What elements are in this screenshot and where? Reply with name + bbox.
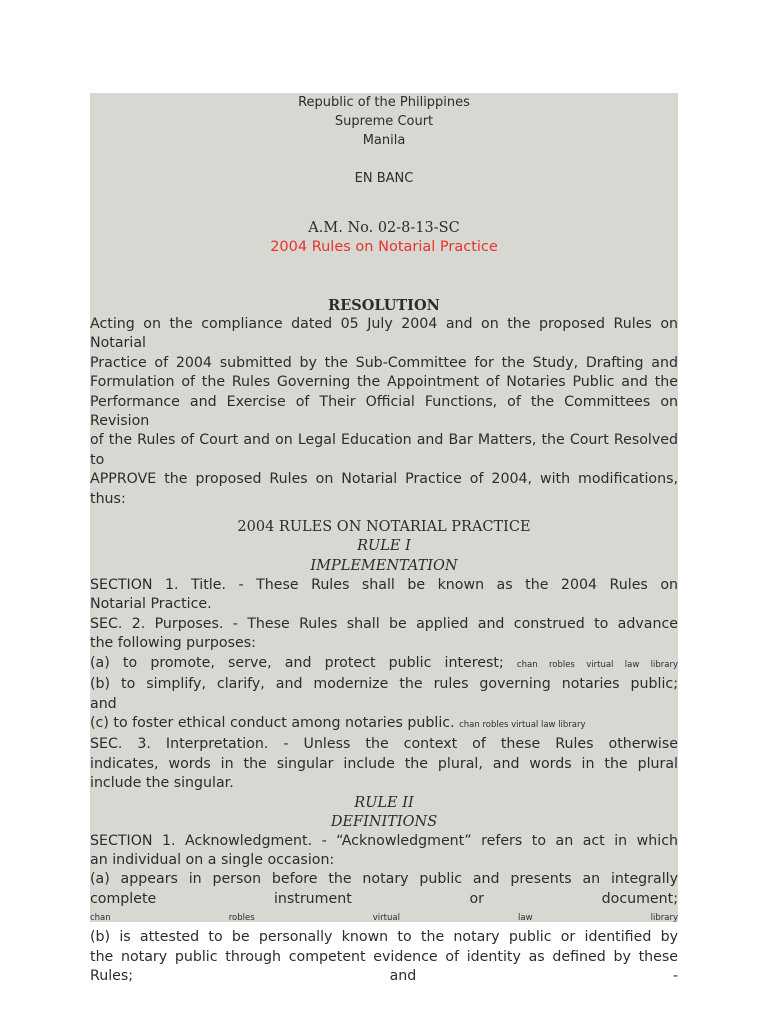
rule-2-title: DEFINITIONS bbox=[330, 813, 438, 830]
purpose-a-text: (a) to promote, serve, and protect public interest; bbox=[90, 654, 504, 671]
section-1-line: Notarial Practice. bbox=[90, 596, 212, 613]
rule-1-title: IMPLEMENTATION bbox=[310, 557, 458, 574]
library-tag: chan robles virtual law library bbox=[516, 659, 678, 670]
resolution-line: Formulation of the Rules Governing the Appointment of Notaries Public and the bbox=[90, 374, 678, 391]
header-en-banc: EN BANC bbox=[354, 171, 414, 186]
resolution-line: of the Rules of Court and on Legal Education and Bar Matters, the Court Resolved to bbox=[90, 432, 678, 468]
document-page bbox=[90, 93, 678, 984]
resolution-line: Performance and Exercise of Their Official Functions, of the Committees on Revision bbox=[90, 393, 678, 430]
resolution-paragraph bbox=[90, 315, 678, 509]
section-3-line: include the singular. bbox=[90, 775, 234, 792]
section-2-line: the following purposes: bbox=[90, 635, 256, 652]
resolution-heading: RESOLUTION bbox=[328, 297, 440, 314]
resolution-line: Practice of 2004 submitted by the Sub-Committee for the Study, Drafting and bbox=[90, 354, 678, 371]
definition-a-line: complete instrument or document; bbox=[90, 890, 678, 907]
resolution-line: thus: bbox=[90, 490, 126, 507]
case-number: A.M. No. 02-8-13-SC bbox=[308, 220, 460, 236]
purpose-c bbox=[90, 714, 678, 735]
rules-heading: 2004 RULES ON NOTARIAL PRACTICE bbox=[237, 519, 531, 536]
section-1-line: SECTION 1. Title. - These Rules shall be known as the 2004 Rules on bbox=[90, 577, 678, 594]
rule-1-label: RULE I bbox=[357, 538, 411, 555]
rule-2-label: RULE II bbox=[354, 794, 414, 811]
purpose-a bbox=[90, 654, 678, 675]
definition-a-line: (a) appears in person before the notary public and presents an integrally bbox=[90, 871, 678, 888]
section-3-line: indicates, words in the singular include the plural, and words in the plural bbox=[90, 755, 678, 772]
resolution-line: Acting on the compliance dated 05 July 2004 and on the proposed Rules on Notarial bbox=[90, 316, 678, 352]
purpose-b-line: and bbox=[90, 695, 117, 712]
purpose-c-text: (c) to foster ethical conduct among notaries public. bbox=[90, 714, 455, 731]
header-republic: Republic of the Philippines bbox=[298, 95, 470, 110]
definition-b-line: Rules; and - bbox=[90, 967, 678, 984]
section-3-line: SEC. 3. Interpretation. - Unless the context of these Rules otherwise bbox=[90, 736, 678, 753]
definition-b-line: (b) is attested to be personally known to the notary public or identified by bbox=[90, 929, 678, 946]
library-tag-line: chan robles virtual law library bbox=[90, 913, 678, 924]
definition-b-line: the notary public through competent evidence of identity as defined by these bbox=[90, 948, 678, 965]
resolution-line: APPROVE the proposed Rules on Notarial Practice of 2004, with modifications, bbox=[90, 471, 678, 488]
document-title: 2004 Rules on Notarial Practice bbox=[270, 239, 498, 255]
definition-1-line: an individual on a single occasion: bbox=[90, 851, 335, 868]
purpose-b-line: (b) to simplify, clarify, and modernize the rules governing notaries public; bbox=[90, 676, 678, 693]
header-supreme-court: Supreme Court bbox=[334, 114, 434, 129]
header-manila: Manila bbox=[362, 133, 406, 148]
definition-1-line: SECTION 1. Acknowledgment. - “Acknowledgment” refers to an act in which bbox=[90, 832, 678, 849]
library-tag: chan robles virtual law library bbox=[459, 719, 586, 730]
section-2-line: SEC. 2. Purposes. - These Rules shall be applied and construed to advance bbox=[90, 615, 678, 632]
